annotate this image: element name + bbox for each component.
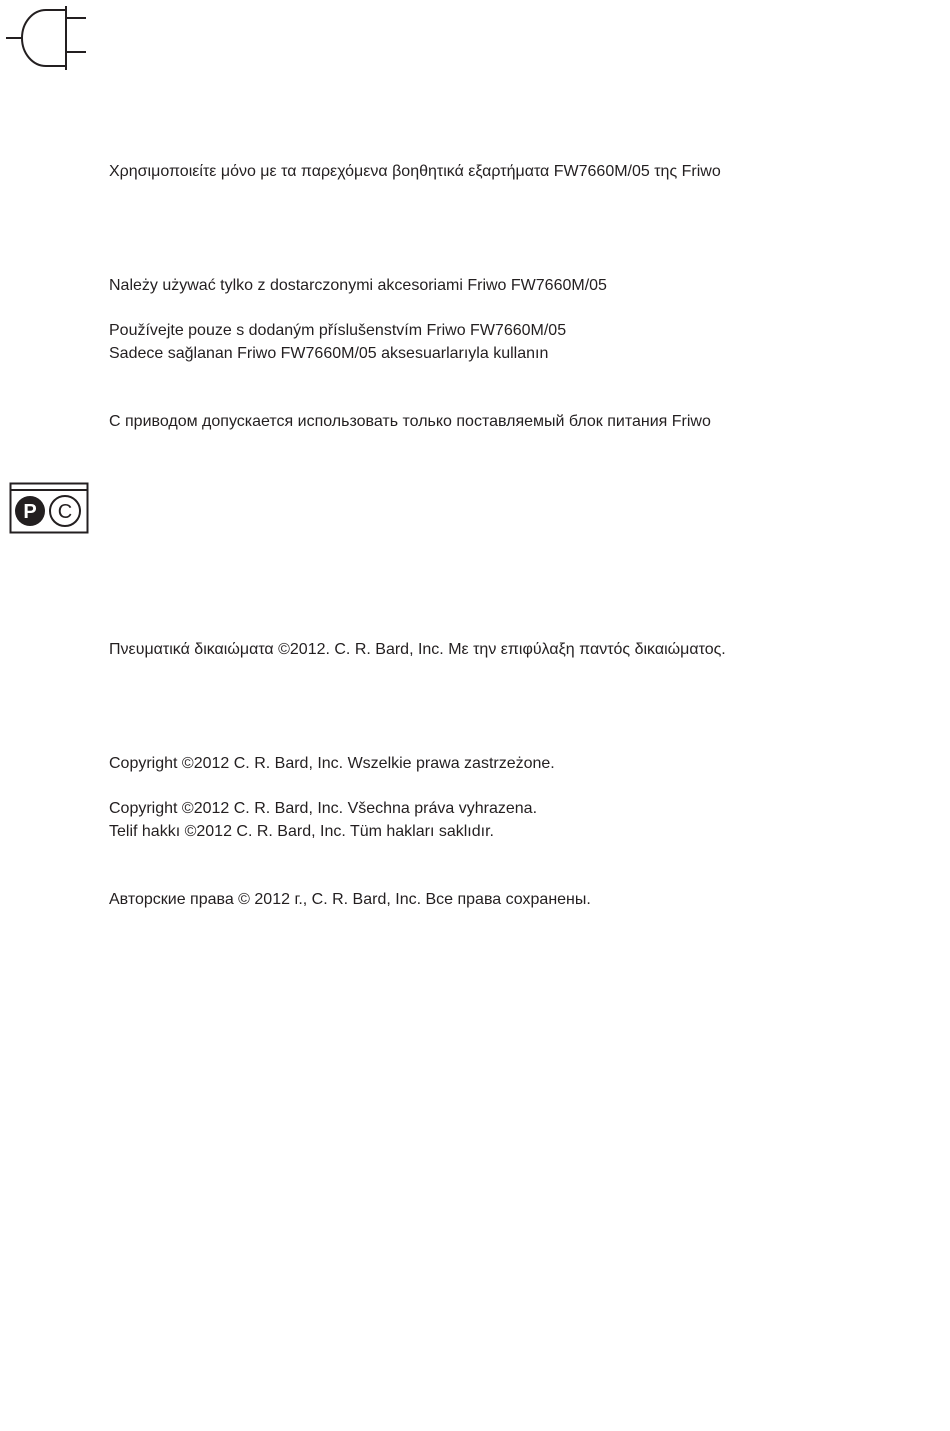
power-supply-turkish: Sadece sağlanan Friwo FW7660M/05 aksesuarlarıyla kullanın <box>109 345 549 362</box>
power-supply-greek: Χρησιμοποιείτε μόνο με τα παρεχόμενα βοηθητικά εξαρτήματα FW7660M/05 της Friwo <box>109 163 721 180</box>
copyright-polish: Copyright ©2012 C. R. Bard, Inc. Wszelkie prawa zastrzeżone. <box>109 755 555 772</box>
copyright-russian: Авторские права © 2012 г., C. R. Bard, Inc. Все права сохранены. <box>109 891 591 908</box>
power-supply-polish: Należy używać tylko z dostarczonymi akcesoriami Friwo FW7660M/05 <box>109 277 607 294</box>
power-supply-czech: Používejte pouze s dodaným příslušenstvím Friwo FW7660M/05 <box>109 322 567 339</box>
svg-text:P: P <box>23 501 37 523</box>
power-supply-russian: С приводом допускается использовать только поставляемый блок питания Friwo <box>109 413 711 430</box>
pc-certification-mark-icon <box>9 482 89 534</box>
copyright-turkish: Telif hakkı ©2012 C. R. Bard, Inc. Tüm hakları saklıdır. <box>109 823 494 840</box>
copyright-czech: Copyright ©2012 C. R. Bard, Inc. Všechna práva vyhrazena. <box>109 800 538 817</box>
copyright-greek: Πνευματικά δικαιώματα ©2012. C. R. Bard, Inc. Με την επιφύλαξη παντός δικαιώματος. <box>109 641 726 658</box>
power-plug-icon <box>4 6 88 70</box>
svg-text:C: C <box>57 501 73 523</box>
